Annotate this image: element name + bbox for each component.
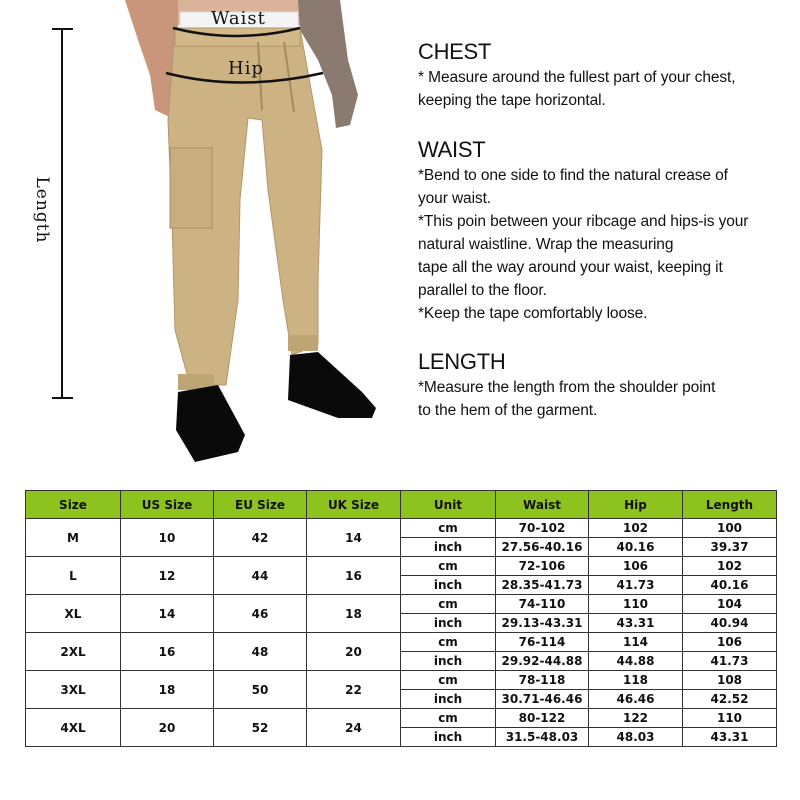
hip-cell: 43.31 <box>589 614 683 633</box>
waist-cell: 76-114 <box>496 633 589 652</box>
waist-cell: 78-118 <box>496 671 589 690</box>
size-cell: 3XL <box>26 671 121 709</box>
waist-line: parallel to the floor. <box>418 282 547 299</box>
size-cell: 2XL <box>26 633 121 671</box>
us-size-cell: 16 <box>121 633 214 671</box>
unit-cell: cm <box>401 671 496 690</box>
length-cell: 106 <box>683 633 777 652</box>
chest-title: CHEST <box>418 39 492 64</box>
length-cell: 108 <box>683 671 777 690</box>
chest-section <box>418 38 735 112</box>
us-size-cell: 12 <box>121 557 214 595</box>
chest-line: * Measure around the fullest part of your chest, <box>418 69 736 86</box>
unit-cell: inch <box>401 728 496 747</box>
waist-title: WAIST <box>418 137 486 162</box>
waist-section <box>418 136 748 325</box>
waist-cell: 29.92-44.88 <box>496 652 589 671</box>
waist-line: natural waistline. Wrap the measuring <box>418 236 674 253</box>
table-row <box>26 633 777 652</box>
header-size: Size <box>26 491 121 519</box>
unit-cell: inch <box>401 652 496 671</box>
unit-cell: inch <box>401 576 496 595</box>
length-cell: 40.94 <box>683 614 777 633</box>
uk-size-cell: 20 <box>307 633 401 671</box>
hip-cell: 110 <box>589 595 683 614</box>
waist-line: *Bend to one side to find the natural crease of <box>418 167 728 184</box>
header-us-size: US Size <box>121 491 214 519</box>
length-cell: 104 <box>683 595 777 614</box>
waist-cell: 31.5-48.03 <box>496 728 589 747</box>
eu-size-cell: 44 <box>214 557 307 595</box>
length-section <box>418 348 715 422</box>
unit-cell: cm <box>401 557 496 576</box>
size-cell: XL <box>26 595 121 633</box>
waist-cell: 72-106 <box>496 557 589 576</box>
pants-illustration <box>0 0 400 470</box>
length-cell: 42.52 <box>683 690 777 709</box>
table-row <box>26 595 777 614</box>
uk-size-cell: 18 <box>307 595 401 633</box>
length-cell: 110 <box>683 709 777 728</box>
us-size-cell: 10 <box>121 519 214 557</box>
hip-cell: 114 <box>589 633 683 652</box>
hip-cell: 40.16 <box>589 538 683 557</box>
waist-label: Waist <box>211 8 266 29</box>
header-hip: Hip <box>589 491 683 519</box>
waist-cell: 29.13-43.31 <box>496 614 589 633</box>
eu-size-cell: 46 <box>214 595 307 633</box>
size-chart-table <box>25 490 777 747</box>
uk-size-cell: 22 <box>307 671 401 709</box>
length-cell: 43.31 <box>683 728 777 747</box>
us-size-cell: 14 <box>121 595 214 633</box>
hip-cell: 41.73 <box>589 576 683 595</box>
length-cell: 100 <box>683 519 777 538</box>
us-size-cell: 20 <box>121 709 214 747</box>
hip-cell: 122 <box>589 709 683 728</box>
header-waist: Waist <box>496 491 589 519</box>
header-unit: Unit <box>401 491 496 519</box>
length-label: Length <box>32 176 52 244</box>
unit-cell: inch <box>401 690 496 709</box>
uk-size-cell: 24 <box>307 709 401 747</box>
length-title: LENGTH <box>418 349 506 374</box>
waist-cell: 80-122 <box>496 709 589 728</box>
waist-line: your waist. <box>418 190 491 207</box>
uk-size-cell: 14 <box>307 519 401 557</box>
unit-cell: cm <box>401 633 496 652</box>
eu-size-cell: 50 <box>214 671 307 709</box>
hip-cell: 118 <box>589 671 683 690</box>
hip-cell: 106 <box>589 557 683 576</box>
table-row <box>26 671 777 690</box>
length-line: to the hem of the garment. <box>418 402 598 419</box>
us-size-cell: 18 <box>121 671 214 709</box>
waist-line: *Keep the tape comfortably loose. <box>418 305 648 322</box>
table-row <box>26 709 777 728</box>
hip-cell: 44.88 <box>589 652 683 671</box>
hip-cell: 48.03 <box>589 728 683 747</box>
unit-cell: cm <box>401 709 496 728</box>
length-cell: 40.16 <box>683 576 777 595</box>
header-eu-size: EU Size <box>214 491 307 519</box>
waist-line: tape all the way around your waist, keeping it <box>418 259 723 276</box>
waist-cell: 28.35-41.73 <box>496 576 589 595</box>
length-cell: 39.37 <box>683 538 777 557</box>
header-length: Length <box>683 491 777 519</box>
product-photo <box>0 0 400 470</box>
eu-size-cell: 48 <box>214 633 307 671</box>
waist-cell: 70-102 <box>496 519 589 538</box>
length-measure-line <box>52 29 73 398</box>
waist-cell: 27.56-40.16 <box>496 538 589 557</box>
waist-line: *This poin between your ribcage and hips-is your <box>418 213 749 230</box>
eu-size-cell: 42 <box>214 519 307 557</box>
hip-cell: 46.46 <box>589 690 683 709</box>
unit-cell: cm <box>401 519 496 538</box>
chest-line: keeping the tape horizontal. <box>418 92 606 109</box>
unit-cell: cm <box>401 595 496 614</box>
size-cell: M <box>26 519 121 557</box>
length-cell: 102 <box>683 557 777 576</box>
table-row <box>26 557 777 576</box>
uk-size-cell: 16 <box>307 557 401 595</box>
length-cell: 41.73 <box>683 652 777 671</box>
size-cell: L <box>26 557 121 595</box>
waist-cell: 74-110 <box>496 595 589 614</box>
unit-cell: inch <box>401 538 496 557</box>
hip-cell: 102 <box>589 519 683 538</box>
unit-cell: inch <box>401 614 496 633</box>
length-line: *Measure the length from the shoulder point <box>418 379 716 396</box>
size-cell: 4XL <box>26 709 121 747</box>
hip-label: Hip <box>228 58 264 79</box>
header-uk-size: UK Size <box>307 491 401 519</box>
table-row <box>26 519 777 538</box>
waist-cell: 30.71-46.46 <box>496 690 589 709</box>
eu-size-cell: 52 <box>214 709 307 747</box>
table-header-row <box>26 491 777 519</box>
